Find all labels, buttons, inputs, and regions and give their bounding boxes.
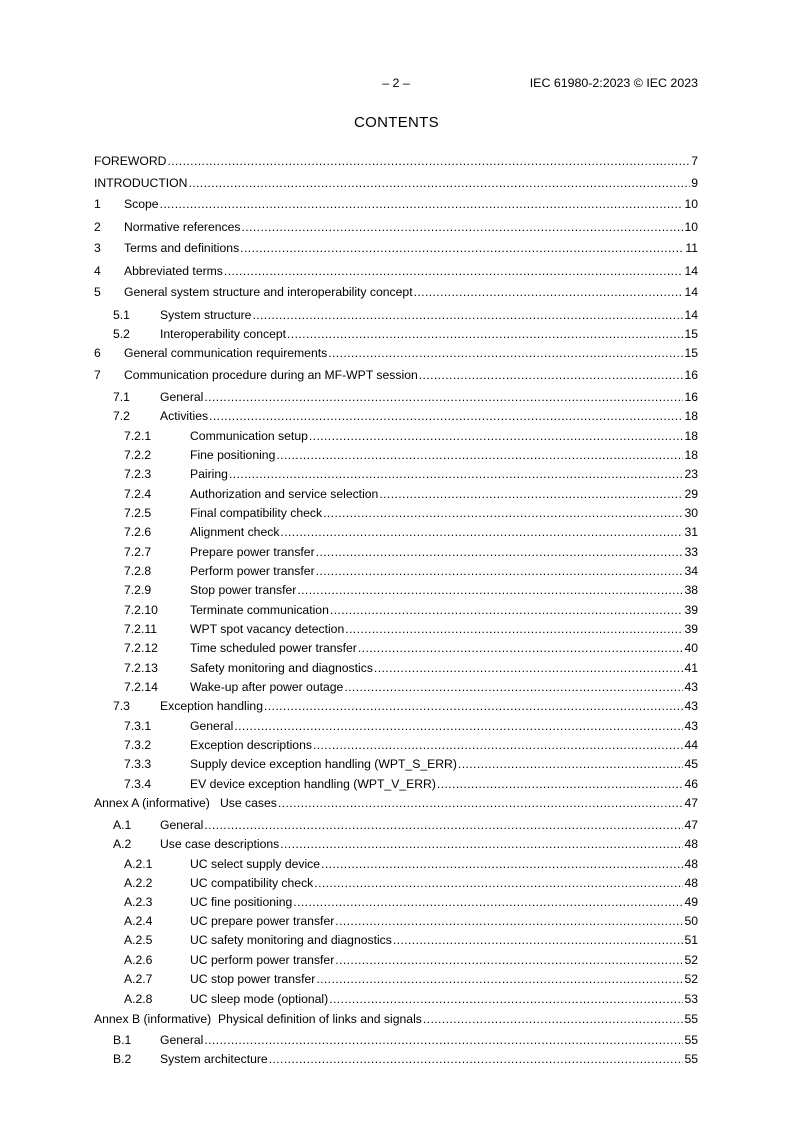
toc-entry-page: 55 [684, 1052, 698, 1066]
toc-entry[interactable] [94, 219, 698, 235]
toc-entry-page: 41 [684, 661, 698, 675]
toc-entry-title: Prepare power transfer [190, 545, 315, 559]
toc-entry[interactable] [94, 486, 698, 502]
toc-entry[interactable] [94, 563, 698, 579]
dot-leader [328, 345, 683, 361]
toc-entry[interactable] [94, 326, 698, 342]
toc-entry-title: Normative references [124, 220, 241, 234]
toc-entry[interactable] [94, 284, 698, 300]
toc-entry[interactable] [94, 240, 698, 256]
toc-entry-page: 15 [684, 327, 698, 341]
toc-entry-title: Use case descriptions [160, 837, 280, 851]
toc-entry-title: UC sleep mode (optional) [190, 992, 329, 1006]
toc-entry[interactable] [94, 466, 698, 482]
toc-entry[interactable] [94, 602, 698, 618]
toc-entry-number: 7.2.8 [124, 564, 152, 578]
toc-entry-title: Supply device exception handling (WPT_S_ERR) [190, 757, 457, 771]
toc-entry[interactable] [94, 524, 698, 540]
toc-entry-page: 9 [691, 176, 698, 190]
toc-entry[interactable] [94, 836, 698, 852]
dot-leader [393, 932, 684, 948]
toc-entry-number: 7.2.13 [124, 661, 158, 675]
toc-entry-number: A.2.8 [124, 992, 153, 1006]
toc-entry-title: General [160, 1033, 204, 1047]
toc-entry-number: 1 [94, 197, 101, 211]
toc-entry[interactable] [94, 582, 698, 598]
toc-entry[interactable] [94, 621, 698, 637]
toc-entry-number: 7.1 [113, 390, 130, 404]
dot-leader [335, 913, 683, 929]
toc-entry[interactable] [94, 913, 698, 929]
dot-leader [242, 219, 684, 235]
toc-entry[interactable] [94, 307, 698, 323]
toc-entry-page: 47 [684, 818, 698, 832]
toc-entry-page: 44 [684, 738, 698, 752]
toc-entry[interactable] [94, 856, 698, 872]
toc-entry-number: 7.2.4 [124, 487, 152, 501]
toc-entry-page: 55 [684, 1012, 698, 1026]
toc-entry-number: B.1 [113, 1033, 132, 1047]
dot-leader [264, 698, 683, 714]
dot-leader [280, 836, 683, 852]
toc-entry[interactable] [94, 447, 698, 463]
toc-entry-page: 10 [684, 197, 698, 211]
toc-entry-number: 7.2 [113, 409, 130, 423]
toc-entry[interactable] [94, 345, 698, 361]
toc-entry-title: INTRODUCTION [94, 176, 188, 190]
toc-entry[interactable] [94, 660, 698, 676]
dot-leader [329, 991, 683, 1007]
toc-entry[interactable] [94, 428, 698, 444]
toc-entry-page: 39 [684, 622, 698, 636]
toc-entry-number: 7 [94, 368, 101, 382]
toc-entry-title: UC perform power transfer [190, 953, 335, 967]
dot-leader [437, 776, 684, 792]
dot-leader [234, 718, 683, 734]
toc-entry-page: 43 [684, 680, 698, 694]
toc-entry-page: 52 [684, 972, 698, 986]
toc-entry-page: 14 [684, 264, 698, 278]
toc-entry-page: 43 [684, 699, 698, 713]
toc-entry[interactable] [94, 718, 698, 734]
toc-entry-page: 18 [684, 448, 698, 462]
toc-entry-title: General [160, 818, 204, 832]
toc-entry-page: 34 [684, 564, 698, 578]
toc-entry-page: 7 [691, 154, 698, 168]
toc-entry-page: 14 [684, 285, 698, 299]
toc-entry-page: 23 [684, 467, 698, 481]
toc-entry-number: A.2.2 [124, 876, 153, 890]
toc-entry[interactable] [94, 196, 698, 212]
toc-entry-page: 55 [684, 1033, 698, 1047]
toc-entry-title: General system structure and interoperability concept [124, 285, 413, 299]
toc-entry-title: Terminate communication [190, 603, 329, 617]
dot-leader [458, 756, 684, 772]
toc-entry-number: B.2 [113, 1052, 132, 1066]
dot-leader [160, 196, 684, 212]
toc-entry-number: 7.2.6 [124, 525, 152, 539]
toc-entry-title: EV device exception handling (WPT_V_ERR) [190, 777, 436, 791]
toc-entry-number: A.2.3 [124, 895, 153, 909]
toc-entry-page: 33 [684, 545, 698, 559]
toc-entry-page: 49 [684, 895, 698, 909]
toc-entry-page: 14 [684, 308, 698, 322]
page-number: – 2 – [382, 76, 410, 90]
toc-entry-number: 7.3.4 [124, 777, 152, 791]
toc-entry-title: Alignment check [190, 525, 280, 539]
toc-entry-title: UC compatibility check [190, 876, 314, 890]
dot-leader [188, 175, 690, 191]
toc-entry-page: 50 [684, 914, 698, 928]
toc-entry-number: 7.2.10 [124, 603, 158, 617]
toc-entry[interactable] [94, 737, 698, 753]
dot-leader [297, 582, 683, 598]
toc-entry-title: Pairing [190, 467, 228, 481]
toc-entry-title: Terms and definitions [124, 241, 240, 255]
toc-entry[interactable] [94, 640, 698, 656]
toc-entry-number: A.2.5 [124, 933, 153, 947]
toc-entry-title: System structure [160, 308, 252, 322]
toc-entry[interactable] [94, 1032, 698, 1048]
toc-entry[interactable] [94, 776, 698, 792]
toc-entry[interactable] [94, 817, 698, 833]
dot-leader [204, 389, 683, 405]
dot-leader [293, 894, 683, 910]
toc-entry-title: Authorization and service selection [190, 487, 379, 501]
toc-entry-page: 11 [685, 241, 698, 255]
dot-leader [204, 817, 683, 833]
toc-entry-page: 48 [684, 837, 698, 851]
toc-entry-page: 16 [684, 390, 698, 404]
standard-reference: IEC 61980-2:2023 © IEC 2023 [529, 76, 698, 90]
dot-leader [374, 660, 684, 676]
dot-leader [323, 505, 683, 521]
dot-leader [344, 679, 683, 695]
toc-entry-number: 7.2.5 [124, 506, 152, 520]
page-title: CONTENTS [354, 114, 439, 131]
toc-entry-title: UC prepare power transfer [190, 914, 335, 928]
toc-entry-number: 5.1 [113, 308, 130, 322]
toc-entry-number: 6 [94, 346, 101, 360]
toc-entry[interactable] [94, 1051, 698, 1067]
dot-leader [379, 486, 683, 502]
toc-entry-title: Fine positioning [190, 448, 276, 462]
toc-entry-number: 7.2.11 [124, 622, 157, 636]
dot-leader [335, 952, 683, 968]
toc-entry[interactable] [94, 875, 698, 891]
toc-entry[interactable] [94, 795, 698, 811]
toc-entry-title: Abbreviated terms [124, 264, 223, 278]
toc-entry-page: 18 [684, 429, 698, 443]
toc-entry[interactable] [94, 544, 698, 560]
toc-entry-page: 43 [684, 719, 698, 733]
toc-entry-title: WPT spot vacancy detection [190, 622, 345, 636]
toc-entry-page: 47 [684, 796, 698, 810]
toc-entry-page: 48 [684, 876, 698, 890]
toc-entry-title: Communication setup [190, 429, 308, 443]
toc-entry-page: 18 [684, 409, 698, 423]
toc-entry-title: General communication requirements [124, 346, 328, 360]
toc-entry[interactable] [94, 756, 698, 772]
dot-leader [423, 1011, 684, 1027]
toc-entry-number: 7.3.2 [124, 738, 152, 752]
toc-entry-page: 52 [684, 953, 698, 967]
toc-entry-page: 40 [684, 641, 698, 655]
toc-entry-title: Interoperability concept [160, 327, 287, 341]
toc-entry-title: Time scheduled power transfer [190, 641, 357, 655]
dot-leader [229, 466, 684, 482]
toc-entry[interactable] [94, 952, 698, 968]
toc-entry[interactable] [94, 175, 698, 191]
dot-leader [321, 856, 683, 872]
toc-entry-title: Communication procedure during an MF-WPT session [124, 368, 418, 382]
toc-entry-title: Safety monitoring and diagnostics [190, 661, 373, 675]
dot-leader [276, 447, 683, 463]
toc-entry-number: 7.2.12 [124, 641, 158, 655]
toc-entry-page: 45 [684, 757, 698, 771]
toc-entry-title: UC safety monitoring and diagnostics [190, 933, 392, 947]
toc-entry[interactable] [94, 971, 698, 987]
toc-entry-title: Perform power transfer [190, 564, 315, 578]
dot-leader [419, 367, 684, 383]
dot-leader [252, 307, 683, 323]
toc-entry-page: 38 [684, 583, 698, 597]
dot-leader [287, 326, 683, 342]
toc-entry-title: Activities [160, 409, 209, 423]
dot-leader [316, 544, 684, 560]
toc-entry[interactable] [94, 153, 698, 169]
toc-entry-number: 7.2.14 [124, 680, 158, 694]
toc-entry-title: General [160, 390, 204, 404]
toc-entry-number: 5 [94, 285, 101, 299]
toc-entry-title: Exception handling [160, 699, 263, 713]
dot-leader [309, 428, 684, 444]
toc-entry-title: Wake-up after power outage [190, 680, 344, 694]
toc-entry[interactable] [94, 389, 698, 405]
toc-entry-number: 7.2.3 [124, 467, 152, 481]
toc-entry-number: A.2.7 [124, 972, 153, 986]
toc-entry-number: 7.2.2 [124, 448, 152, 462]
toc-entry[interactable] [94, 698, 698, 714]
toc-entry[interactable] [94, 991, 698, 1007]
toc-entry-number: 2 [94, 220, 101, 234]
toc-entry-page: 10 [684, 220, 698, 234]
toc-entry-number: A.2.6 [124, 953, 153, 967]
dot-leader [224, 263, 684, 279]
toc-entry-number: A.1 [113, 818, 132, 832]
toc-entry-title: Scope [124, 197, 159, 211]
toc-entry-title: FOREWORD [94, 154, 167, 168]
toc-entry-page: 51 [684, 933, 698, 947]
toc-entry[interactable] [94, 1011, 698, 1027]
toc-entry[interactable] [94, 263, 698, 279]
dot-leader [330, 602, 684, 618]
toc-entry-page: 39 [684, 603, 698, 617]
toc-entry-page: 29 [684, 487, 698, 501]
dot-leader [278, 795, 684, 811]
dot-leader [314, 875, 683, 891]
toc-entry-number: 5.2 [113, 327, 130, 341]
toc-entry-page: 46 [684, 777, 698, 791]
toc-entry-title: Stop power transfer [190, 583, 297, 597]
toc-entry-number: A.2.4 [124, 914, 153, 928]
toc-entry[interactable] [94, 679, 698, 695]
toc-entry-title: Final compatibility check [190, 506, 323, 520]
toc-entry-number: 7.3 [113, 699, 130, 713]
toc-entry-number: 3 [94, 241, 101, 255]
dot-leader [269, 1051, 684, 1067]
toc-entry-title: Exception descriptions [190, 738, 312, 752]
toc-entry[interactable] [94, 408, 698, 424]
toc-entry[interactable] [94, 367, 698, 383]
toc-entry-number: 7.3.1 [124, 719, 152, 733]
dot-leader [167, 153, 690, 169]
toc-entry-page: 48 [684, 857, 698, 871]
dot-leader [209, 408, 683, 424]
toc-entry-page: 16 [684, 368, 698, 382]
toc-entry-title: Annex A (informative) Use cases [94, 796, 277, 810]
toc-entry-title: System architecture [160, 1052, 268, 1066]
toc-entry-number: A.2 [113, 837, 132, 851]
toc-entry-number: 7.3.3 [124, 757, 152, 771]
dot-leader [313, 737, 683, 753]
toc-entry-title: UC fine positioning [190, 895, 293, 909]
toc-entry-page: 15 [684, 346, 698, 360]
toc-entry[interactable] [94, 894, 698, 910]
page-header [94, 76, 698, 92]
toc-entry-title: General [190, 719, 234, 733]
toc-entry[interactable] [94, 505, 698, 521]
dot-leader [358, 640, 684, 656]
dot-leader [345, 621, 683, 637]
toc-entry-title: UC stop power transfer [190, 972, 316, 986]
dot-leader [204, 1032, 683, 1048]
toc-entry-number: 7.2.9 [124, 583, 152, 597]
toc-entry-number: A.2.1 [124, 857, 153, 871]
dot-leader [316, 563, 684, 579]
toc-entry-number: 7.2.1 [124, 429, 152, 443]
toc-entry-page: 31 [684, 525, 698, 539]
toc-entry-page: 53 [684, 992, 698, 1006]
dot-leader [414, 284, 684, 300]
toc-entry-page: 30 [684, 506, 698, 520]
toc-entry-number: 4 [94, 264, 101, 278]
toc-entry[interactable] [94, 932, 698, 948]
toc-entry-title: UC select supply device [190, 857, 321, 871]
dot-leader [240, 240, 684, 256]
dot-leader [316, 971, 683, 987]
dot-leader [280, 524, 683, 540]
toc-entry-title: Annex B (informative) Physical definition of links and signals [94, 1012, 422, 1026]
toc-entry-number: 7.2.7 [124, 545, 152, 559]
